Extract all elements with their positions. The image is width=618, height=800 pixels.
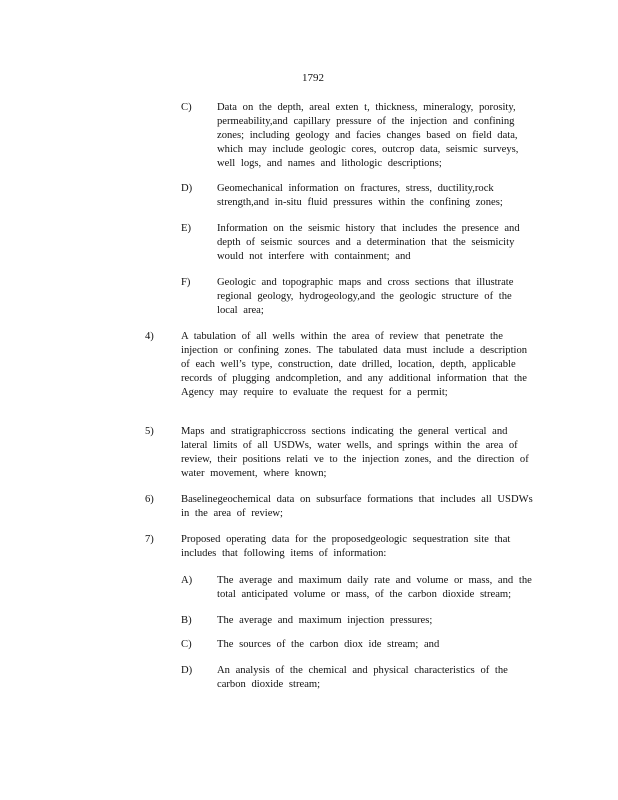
item-text: The sources of the carbon diox ide stream; and	[217, 639, 440, 650]
item-marker: D)	[181, 183, 193, 194]
item-marker: B)	[181, 615, 192, 626]
item-text: An analysis of the chemical and physical characteristics of the carbon dioxide stream;	[217, 665, 508, 690]
item-marker: A)	[181, 575, 193, 586]
item-marker: 4)	[145, 331, 154, 342]
item-text: The average and maximum injection pressures;	[217, 615, 433, 626]
item-marker: 5)	[145, 426, 154, 437]
item-text: Information on the seismic history that includes the presence and depth of seismic sources and a determination that the seismicity would not interfere with containment; and	[217, 223, 520, 262]
item-marker: 7)	[145, 534, 154, 545]
item-text: Geologic and topographic maps and cross sections that illustrate regional geology, hydrogeology,and the geologic structure of the local area;	[217, 277, 514, 316]
item-text: The average and maximum daily rate and volume or mass, and the total anticipated volume or mass, of the carbon dioxide stream;	[217, 575, 532, 600]
item-text: A tabulation of all wells within the area of review that penetrate the injection or confining zones. The tabulated data must include a description of each well’s type, construction, date drilled, location, depth, applicable records of plugging andcompletion, and any additional information that the Agency may require to evaluate the request for a permit;	[181, 331, 528, 398]
item-marker: C)	[181, 639, 192, 650]
item-marker: F)	[181, 277, 191, 288]
item-text: Maps and stratigraphiccross sections indicating the general vertical and lateral limits of all USDWs, water wells, and springs within the area of review, their positions relati ve to the injection zones, and the direction of water movement, where known;	[181, 426, 529, 479]
item-marker: D)	[181, 665, 193, 676]
item-marker: 6)	[145, 494, 154, 505]
item-text: Baselinegeochemical data on subsurface formations that includes all USDWs in the area of review;	[181, 494, 533, 519]
page-number: 1792	[302, 72, 324, 84]
item-marker: C)	[181, 102, 192, 113]
item-text: Geomechanical information on fractures, stress, ductility,rock strength,and in-situ fluid pressures within the confining zones;	[217, 183, 503, 208]
item-marker: E)	[181, 223, 191, 234]
item-text: Data on the depth, areal exten t, thickness, mineralogy, porosity, permeability,and capillary pressure of the injection and confining zones; including geology and facies changes based on field data, which may include geologic cores, outcrop data, seismic surveys, well logs, and names and lithologic descriptions;	[217, 102, 519, 169]
item-text: Proposed operating data for the proposedgeologic sequestration site that includes that following items of information:	[181, 534, 511, 559]
